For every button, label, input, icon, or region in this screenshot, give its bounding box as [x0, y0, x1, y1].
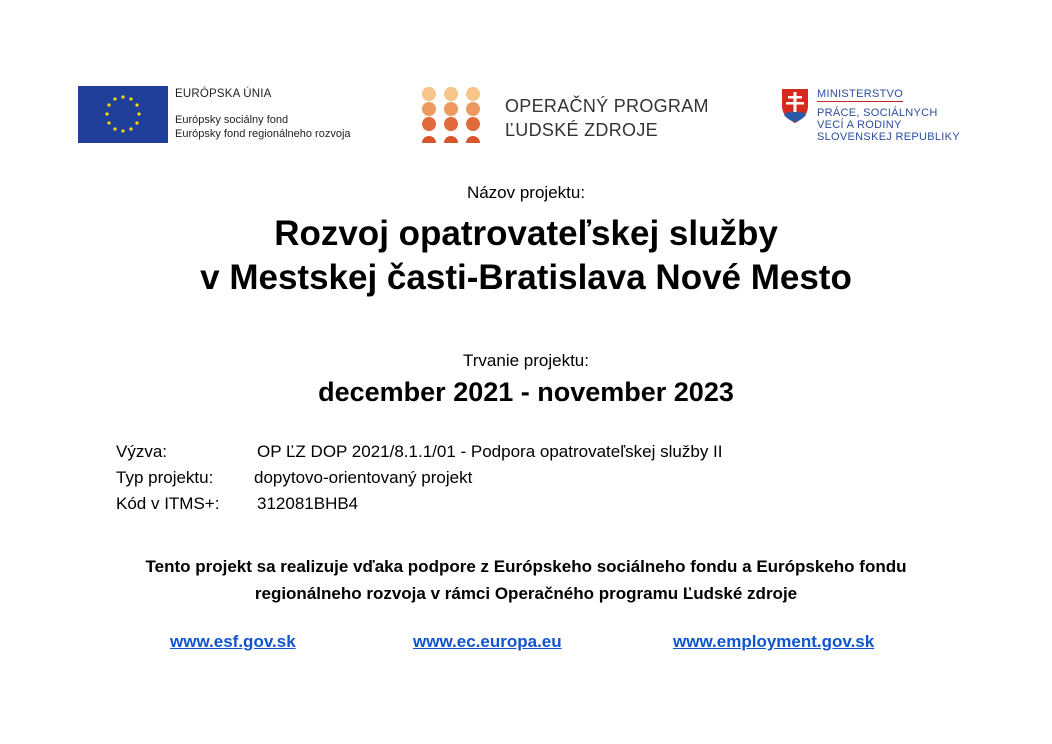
support-statement — [0, 553, 1052, 607]
project-name-label: Názov projektu: — [466, 183, 586, 202]
eu-title: EURÓPSKA ÚNIA — [175, 88, 272, 100]
detail-key: Výzva: — [116, 442, 168, 461]
ministry-line-1: MINISTERSTVO — [817, 88, 904, 100]
eu-fund-1: Európsky sociálny fond — [175, 114, 289, 126]
slovak-coat-of-arms-icon — [781, 88, 809, 124]
project-title — [0, 212, 1052, 300]
link-employment[interactable]: www.employment.gov.sk — [673, 632, 875, 651]
support-line-2: regionálneho rozvoja v rámci Operačného programu Ľudské zdroje — [254, 584, 798, 603]
detail-value: dopytovo-orientovaný projekt — [254, 468, 473, 487]
op-logo-text — [505, 94, 709, 142]
eu-logo-text — [175, 87, 351, 141]
detail-key: Typ projektu: — [116, 468, 214, 487]
project-details — [116, 439, 916, 517]
op-line-2: ĽUDSKÉ ZDROJE — [505, 120, 658, 140]
op-dots-icon — [420, 86, 482, 144]
ministry-logo-text — [817, 88, 960, 143]
op-line-1: OPERAČNÝ PROGRAM — [505, 96, 709, 116]
detail-value: 312081BHB4 — [257, 494, 359, 513]
detail-key: Kód v ITMS+: — [116, 494, 220, 513]
ministry-line-4: SLOVENSKEJ REPUBLIKY — [817, 131, 960, 143]
project-title-line-2: v Mestskej časti-Bratislava Nové Mesto — [200, 258, 852, 297]
project-title-line-1: Rozvoj opatrovateľskej služby — [274, 214, 778, 253]
eu-fund-2: Európsky fond regionálneho rozvoja — [175, 128, 351, 140]
duration-label: Trvanie projektu: — [463, 351, 589, 370]
detail-value: OP ĽZ DOP 2021/8.1.1/01 - Podpora opatrovateľskej služby II — [257, 442, 723, 461]
project-duration: december 2021 - november 2023 — [318, 377, 734, 407]
link-ec-europa[interactable]: www.ec.europa.eu — [413, 632, 562, 651]
detail-row-itms — [116, 491, 916, 517]
eu-flag-icon — [78, 86, 168, 143]
ministry-line-2: PRÁCE, SOCIÁLNYCH — [817, 107, 938, 119]
support-line-1: Tento projekt sa realizuje vďaka podpore z Európskeho sociálneho fondu a Európskeho fondu — [145, 557, 907, 576]
link-esf[interactable]: www.esf.gov.sk — [170, 632, 296, 651]
detail-row-type — [116, 465, 916, 491]
detail-row-call — [116, 439, 916, 465]
ministry-line-3: VECÍ A RODINY — [817, 119, 902, 131]
links-row — [0, 632, 1052, 656]
